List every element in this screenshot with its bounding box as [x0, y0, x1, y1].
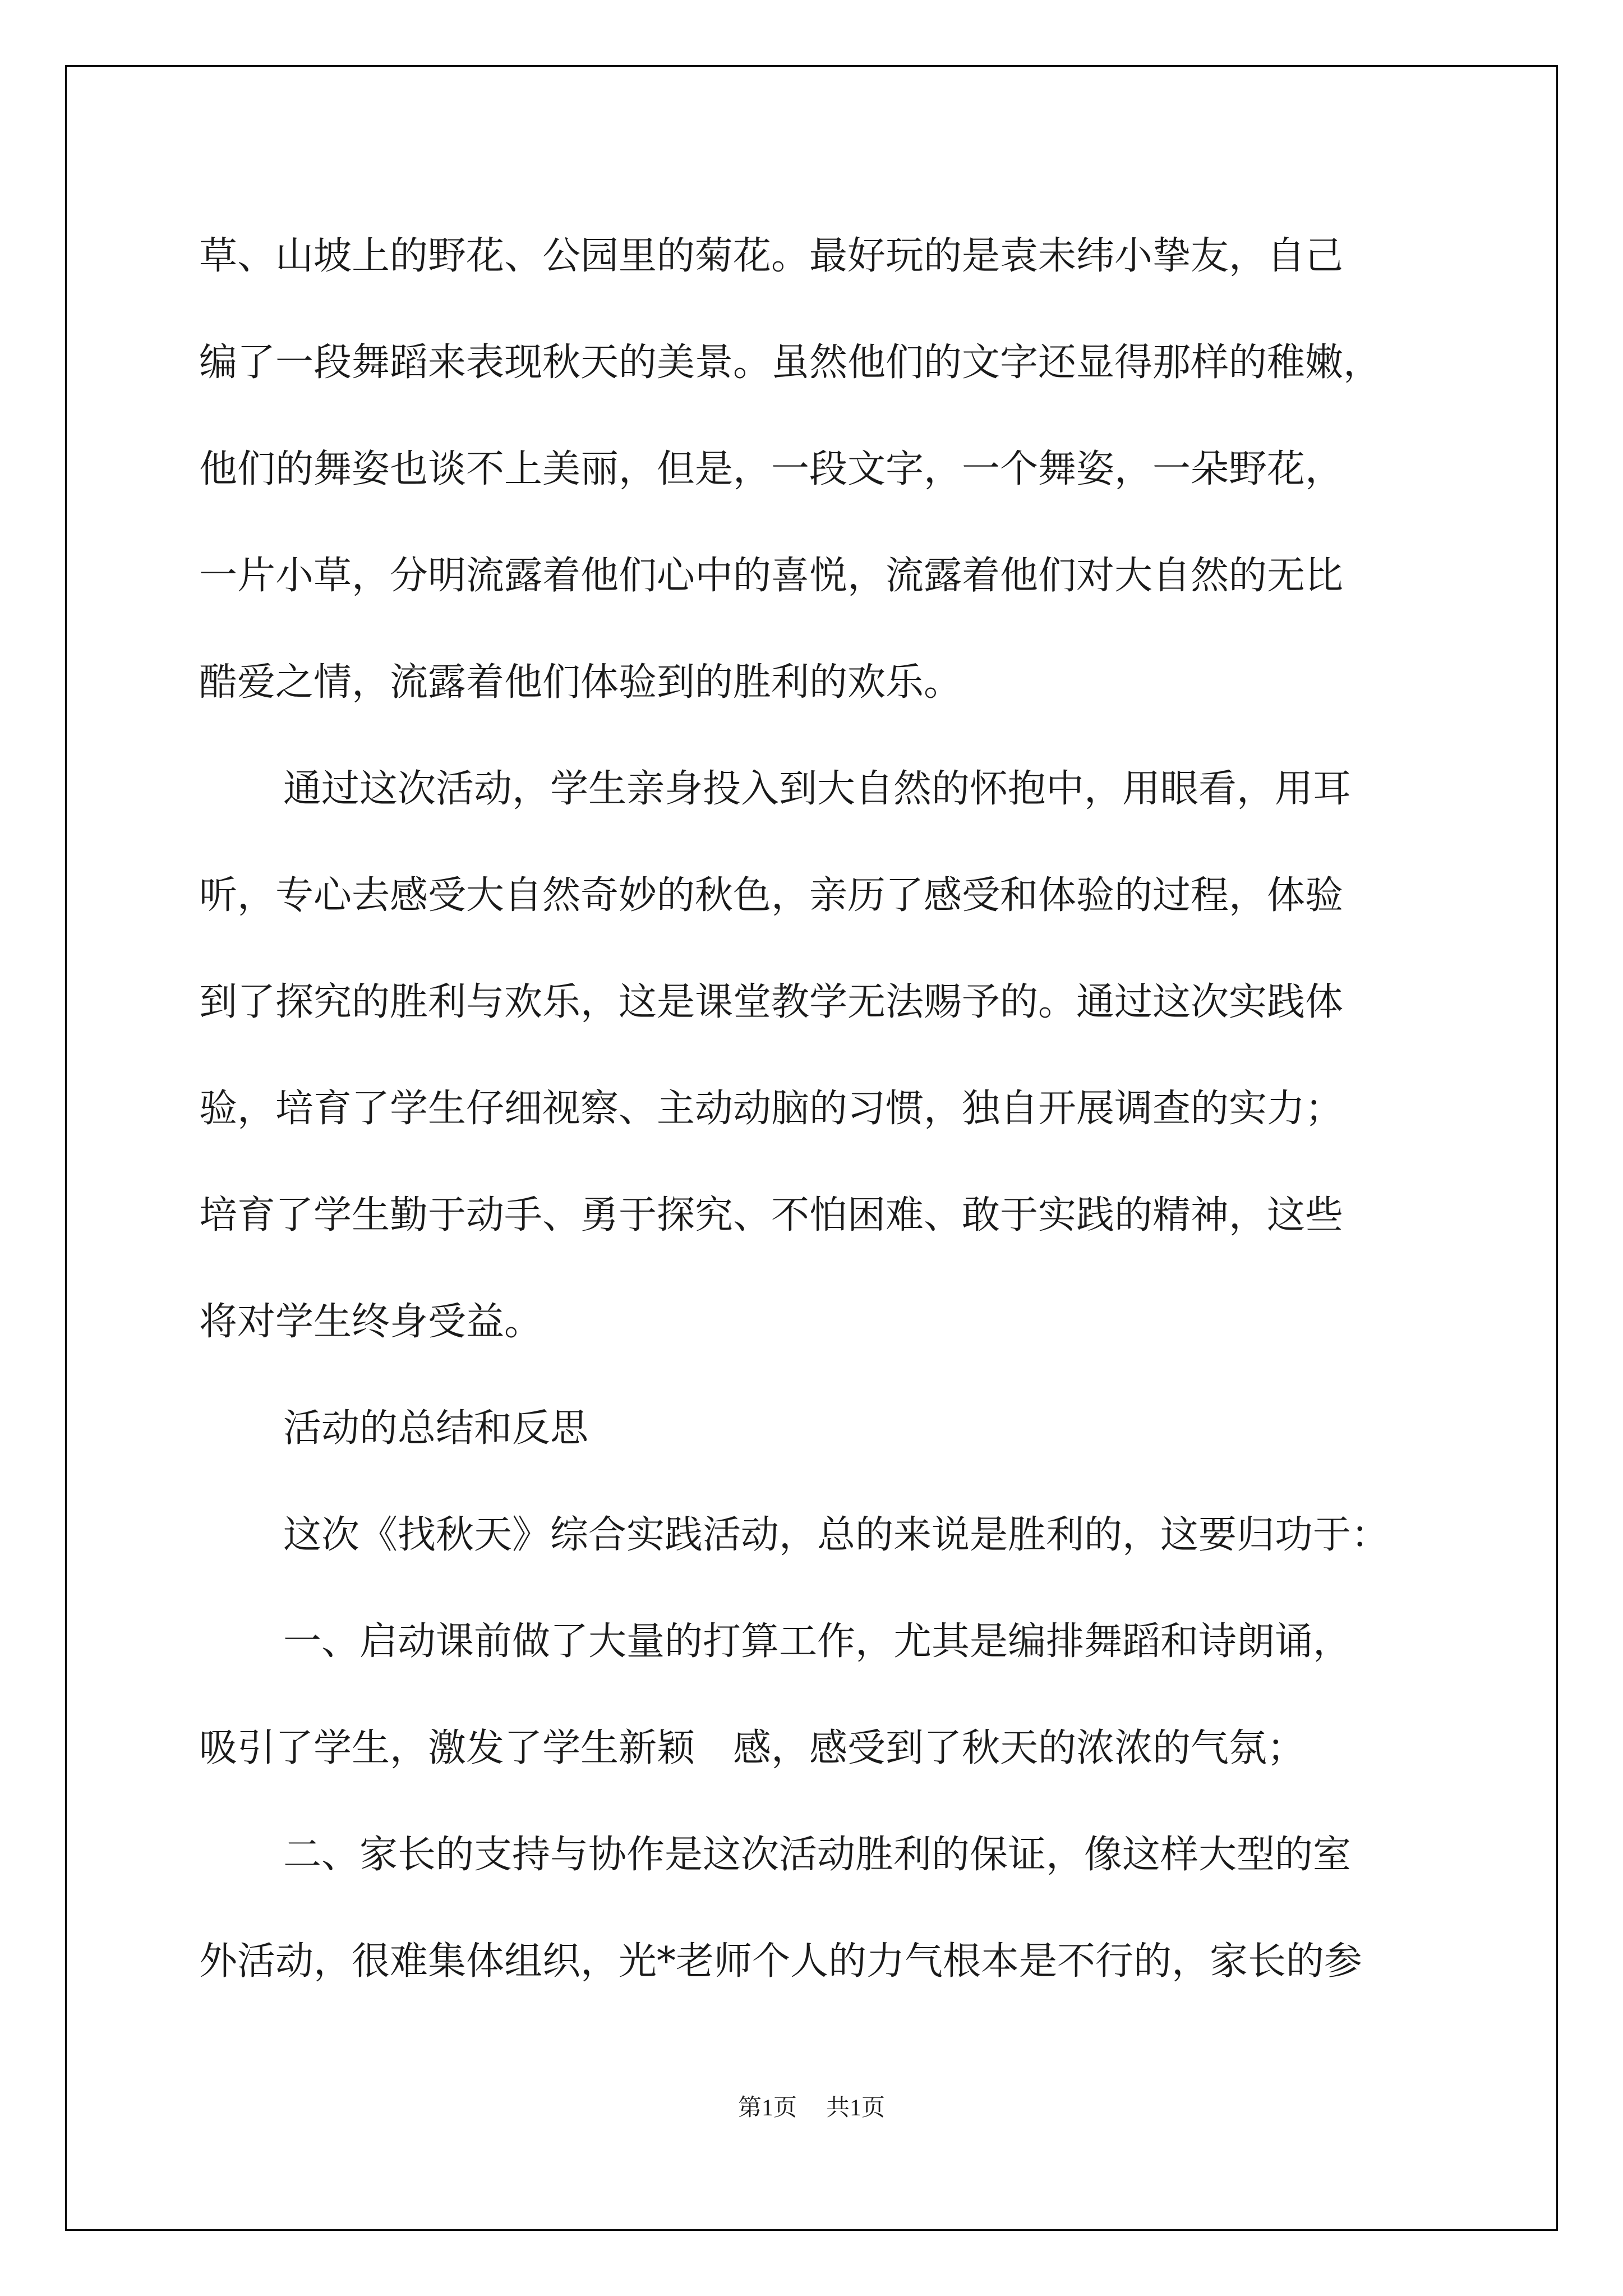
page-number: 第1页	[737, 2095, 797, 2121]
text-line: 他们的舞姿也谈不上美丽，但是，一段文字，一个舞姿，一朵野花，	[199, 447, 1344, 491]
paragraph-1	[199, 203, 1450, 736]
document-body	[199, 203, 1450, 2015]
text-line: 听，专心去感受大自然奇妙的秋色，亲历了感受和体验的过程，体验	[199, 873, 1344, 918]
text-line: 一、启动课前做了大量的打算工作，尤其是编排舞蹈和诗朗诵，	[283, 1619, 1352, 1664]
paragraph-5	[199, 1802, 1450, 2015]
text-line: 这次《找秋天》综合实践活动，总的来说是胜利的，这要归功于：	[283, 1513, 1390, 1557]
page-total: 共1页	[826, 2095, 886, 2121]
page-footer	[0, 2091, 1623, 2125]
text-line: 一片小草，分明流露着他们心中的喜悦，流露着他们对大自然的无比	[199, 554, 1344, 598]
text-line: 验，培育了学生仔细视察、主动动脑的习惯，独自开展调查的实力；	[199, 1087, 1344, 1131]
paragraph-2	[199, 736, 1450, 1375]
text-line: 通过这次活动，学生亲身投入到大自然的怀抱中，用眼看，用耳	[283, 767, 1352, 811]
paragraph-4	[199, 1589, 1450, 1802]
heading-line: 活动的总结和反思	[283, 1406, 589, 1451]
paragraph-3	[199, 1482, 1450, 1589]
text-line: 将对学生终身受益。	[199, 1300, 543, 1344]
text-line: 酷爱之情，流露着他们体验到的胜利的欢乐。	[199, 660, 962, 705]
text-line: 编了一段舞蹈来表现秋天的美景。虽然他们的文字还显得那样的稚嫩，	[199, 341, 1382, 385]
text-line: 到了探究的胜利与欢乐，这是课堂教学无法赐予的。通过这次实践体	[199, 980, 1344, 1024]
text-line: 吸引了学生，激发了学生新颖 感，感受到了秋天的浓浓的气氛；	[199, 1726, 1306, 1770]
text-line: 草、山坡上的野花、公园里的菊花。最好玩的是袁未纬小挚友，自己	[199, 234, 1344, 278]
text-line: 外活动，很难集体组织，光*老师个人的力气根本是不行的，家长的参	[199, 1939, 1363, 1984]
section-heading	[199, 1375, 1450, 1482]
text-line: 二、家长的支持与协作是这次活动胜利的保证，像这样大型的室	[283, 1833, 1352, 1877]
text-line: 培育了学生勤于动手、勇于探究、不怕困难、敢于实践的精神，这些	[199, 1193, 1344, 1237]
